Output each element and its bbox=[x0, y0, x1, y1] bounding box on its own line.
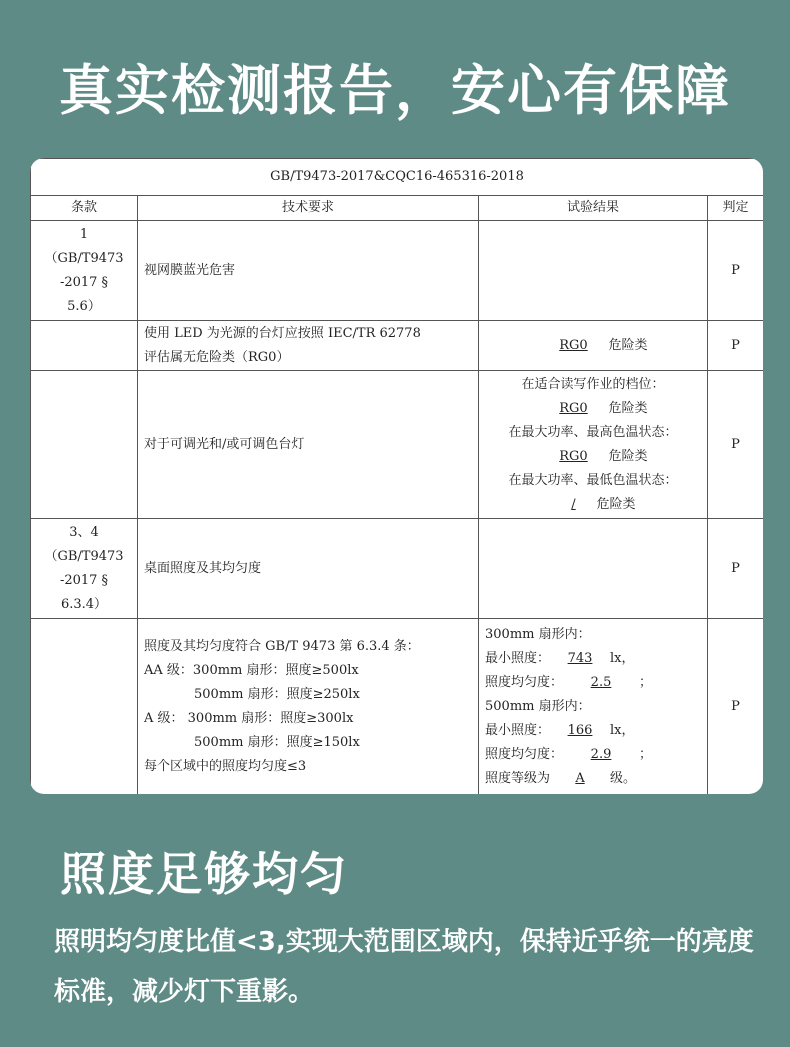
clause-cell bbox=[31, 371, 138, 519]
table-header-row bbox=[31, 196, 764, 221]
requirement-cell bbox=[138, 321, 479, 371]
result-line bbox=[485, 397, 701, 421]
result-line bbox=[485, 493, 701, 517]
result-suffix: ； bbox=[639, 674, 653, 690]
result-value: RG0 bbox=[559, 448, 588, 464]
verdict-cell: P bbox=[708, 221, 764, 321]
result-suffix: 危险类 bbox=[596, 496, 636, 512]
clause-line: 1 bbox=[79, 226, 89, 242]
result-value: A bbox=[575, 770, 585, 786]
table-row bbox=[31, 619, 764, 795]
result-value: / bbox=[571, 496, 576, 512]
result-label: 照度均匀度： bbox=[485, 674, 564, 690]
standard-number: GB/T9473-2017&CQC16-465316-2018 bbox=[31, 159, 764, 196]
clause-line: （GB/T9473 bbox=[44, 250, 124, 266]
requirement-line: 评估属无危险类（RG0） bbox=[144, 349, 290, 365]
result-line: 在适合读写作业的档位： bbox=[521, 376, 665, 392]
result-value: 2.9 bbox=[590, 746, 612, 762]
result-suffix: 级。 bbox=[610, 770, 637, 786]
table-row bbox=[31, 221, 764, 321]
result-suffix: lx， bbox=[610, 650, 635, 666]
result-line bbox=[485, 719, 701, 743]
clause-line: 5.6） bbox=[67, 298, 101, 314]
requirement-line: 照度及其均匀度符合 GB/T 9473 第 6.3.4 条： bbox=[144, 638, 420, 654]
requirement-line: A 级： 300mm 扇形：照度≥300lx bbox=[144, 710, 354, 726]
requirement-line: AA 级：300mm 扇形：照度≥500lx bbox=[144, 662, 359, 678]
result-suffix: lx， bbox=[610, 722, 635, 738]
result-cell bbox=[479, 371, 708, 519]
header-clause: 条款 bbox=[31, 196, 138, 221]
clause-cell bbox=[31, 519, 138, 619]
result-suffix: 危险类 bbox=[608, 448, 648, 464]
table-row bbox=[31, 371, 764, 519]
requirement-line: 视网膜蓝光危害 bbox=[144, 262, 236, 278]
result-line bbox=[485, 767, 701, 791]
requirement-cell bbox=[138, 519, 479, 619]
result-line bbox=[485, 743, 701, 767]
requirement-line: 对于可调光和/或可调色台灯 bbox=[144, 436, 305, 452]
header-requirement: 技术要求 bbox=[138, 196, 479, 221]
requirement-line: 500mm 扇形：照度≥250lx bbox=[194, 686, 360, 702]
clause-line: 6.3.4） bbox=[60, 596, 108, 612]
verdict-cell: P bbox=[708, 619, 764, 795]
requirement-cell bbox=[138, 619, 479, 795]
header-verdict: 判定 bbox=[708, 196, 764, 221]
clause-line: （GB/T9473 bbox=[44, 548, 124, 564]
requirement-line: 桌面照度及其均匀度 bbox=[144, 560, 262, 576]
section-title: 照度足够均匀 bbox=[60, 847, 348, 901]
result-line bbox=[485, 647, 701, 671]
test-report-table bbox=[30, 158, 763, 794]
clause-cell bbox=[31, 321, 138, 371]
section-description: 照明均匀度比值<3,实现大范围区域内，保持近乎统一的亮度标准，减少灯下重影。 bbox=[54, 927, 754, 1007]
result-suffix: 危险类 bbox=[608, 400, 648, 416]
result-suffix: ； bbox=[639, 746, 653, 762]
clause-cell bbox=[31, 619, 138, 795]
result-label: 最小照度： bbox=[485, 650, 551, 666]
table-row bbox=[31, 519, 764, 619]
clause-line: 3、4 bbox=[69, 524, 99, 540]
result-line bbox=[485, 671, 701, 695]
result-line: 在最大功率、最低色温状态： bbox=[508, 472, 678, 488]
verdict-cell: P bbox=[708, 371, 764, 519]
result-line: 500mm 扇形内： bbox=[485, 698, 591, 714]
clause-line: -2017 § bbox=[59, 572, 109, 588]
verdict-cell: P bbox=[708, 519, 764, 619]
requirement-cell bbox=[138, 221, 479, 321]
result-line bbox=[485, 334, 701, 358]
result-cell bbox=[479, 619, 708, 795]
result-value: 743 bbox=[567, 650, 593, 666]
requirement-line: 500mm 扇形：照度≥150lx bbox=[194, 734, 360, 750]
clause-cell bbox=[31, 221, 138, 321]
requirement-line: 使用 LED 为光源的台灯应按照 IEC/TR 62778 bbox=[144, 325, 421, 341]
result-value: RG0 bbox=[559, 400, 588, 416]
result-value: 166 bbox=[567, 722, 593, 738]
result-cell bbox=[479, 519, 708, 619]
result-label: 照度等级为 bbox=[485, 770, 551, 786]
requirement-line: 每个区域中的照度均匀度≤3 bbox=[144, 758, 307, 774]
result-cell bbox=[479, 321, 708, 371]
requirement-cell bbox=[138, 371, 479, 519]
result-cell bbox=[479, 221, 708, 321]
test-report-card bbox=[30, 158, 763, 794]
result-value: RG0 bbox=[559, 337, 588, 353]
standard-row bbox=[31, 159, 764, 196]
result-label: 最小照度： bbox=[485, 722, 551, 738]
result-line: 300mm 扇形内： bbox=[485, 626, 591, 642]
result-value: 2.5 bbox=[590, 674, 612, 690]
result-line: 在最大功率、最高色温状态： bbox=[508, 424, 678, 440]
header-result: 试验结果 bbox=[479, 196, 708, 221]
verdict-cell: P bbox=[708, 321, 764, 371]
result-label: 照度均匀度： bbox=[485, 746, 564, 762]
result-suffix: 危险类 bbox=[608, 337, 648, 353]
table-row bbox=[31, 321, 764, 371]
result-line bbox=[485, 445, 701, 469]
clause-line: -2017 § bbox=[59, 274, 109, 290]
page-headline: 真实检测报告，安心有保障 bbox=[59, 59, 731, 122]
